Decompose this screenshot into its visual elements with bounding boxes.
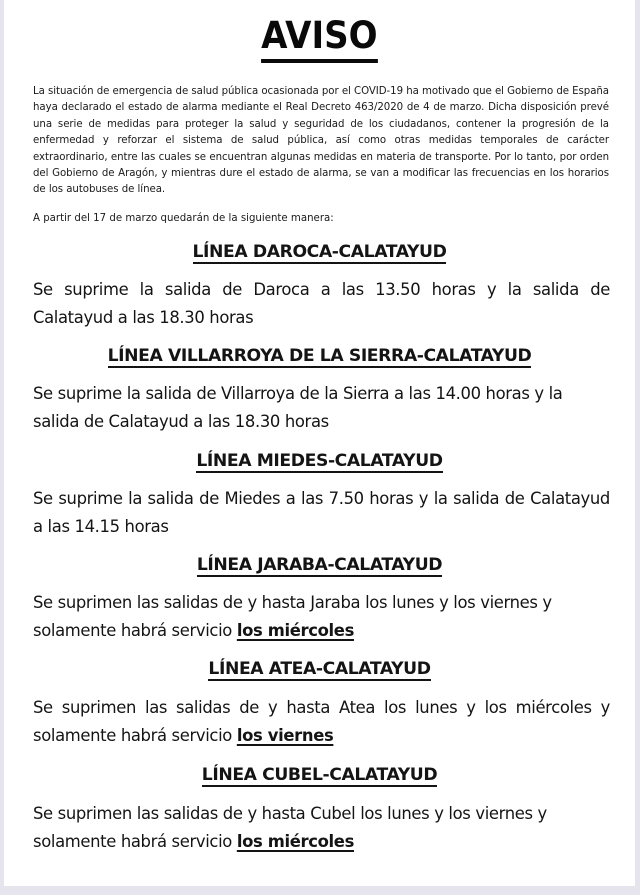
line-body-text: Se suprimen las salidas de y hasta Cubel los lunes y los viernes y solamente habrá servicio [33, 804, 547, 851]
line-heading-text: LÍNEA ATEA-CALATAYUD [208, 659, 431, 679]
line-heading-daroca [4, 241, 635, 264]
service-day-emphasis: los miércoles [236, 620, 354, 640]
line-heading-text: LÍNEA VILLARROYA DE LA SIERRA-CALATAYUD [107, 346, 532, 366]
line-heading-atea [4, 658, 635, 681]
line-body-cubel [33, 800, 610, 855]
intro-paragraph: La situación de emergencia de salud pública ocasionada por el COVID-19 ha motivado que el Gobierno de España haya declarado el estado de alarma mediante el Real Decreto 463/2020 de 4 de marzo. Dicha disposición prevé una serie de medidas para proteger la salud y seguridad de los ciudadanos, contener la progresión de la enfermedad y reforzar el sistema de salud pública, así como otras medidas temporales de carácter extraordinario, entre las cuales se encuentran algunas medidas en materia de transporte. Por lo tanto, por orden del Gobierno de Aragón, y mientras dure el estado de alarma, se van a modificar las frecuencias en los horarios de los autobuses de línea. [33, 86, 609, 196]
line-heading-villarroya [4, 345, 635, 368]
notice-page [4, 0, 635, 886]
line-body-text: Se suprimen las salidas de y hasta Atea los lunes y los miércoles y solamente habrá servicio [33, 698, 610, 745]
line-body-villarroya [33, 380, 610, 435]
line-heading-jaraba [4, 554, 635, 577]
service-day-emphasis: los viernes [236, 725, 334, 745]
notice-title [4, 14, 635, 63]
line-heading-miedes [4, 450, 635, 473]
line-body-miedes [33, 485, 610, 540]
line-body-jaraba [33, 589, 610, 644]
line-body-atea [33, 694, 610, 749]
line-body-daroca [33, 276, 610, 331]
line-heading-text: LÍNEA CUBEL-CALATAYUD [201, 765, 438, 785]
service-day-emphasis: los miércoles [236, 831, 354, 851]
intro-lead: A partir del 17 de marzo quedarán de la siguiente manera: [33, 213, 334, 224]
line-heading-text: LÍNEA MIEDES-CALATAYUD [196, 451, 443, 471]
line-body-text: Se suprimen las salidas de y hasta Jaraba los lunes y los viernes y solamente habrá servicio [33, 593, 552, 640]
line-body-text: Se suprime la salida de Miedes a las 7.50 horas y la salida de Calatayud a las 14.15 horas [33, 489, 610, 536]
line-body-text: Se suprime la salida de Daroca a las 13.50 horas y la salida de Calatayud a las 18.30 horas [33, 280, 610, 327]
line-heading-cubel [4, 764, 635, 787]
line-heading-text: LÍNEA JARABA-CALATAYUD [196, 555, 443, 575]
line-heading-text: LÍNEA DAROCA-CALATAYUD [192, 242, 447, 262]
notice-title-text: AVISO [261, 14, 378, 63]
line-body-text: Se suprime la salida de Villarroya de la Sierra a las 14.00 horas y la salida de Calatayud a las 18.30 horas [33, 384, 563, 431]
